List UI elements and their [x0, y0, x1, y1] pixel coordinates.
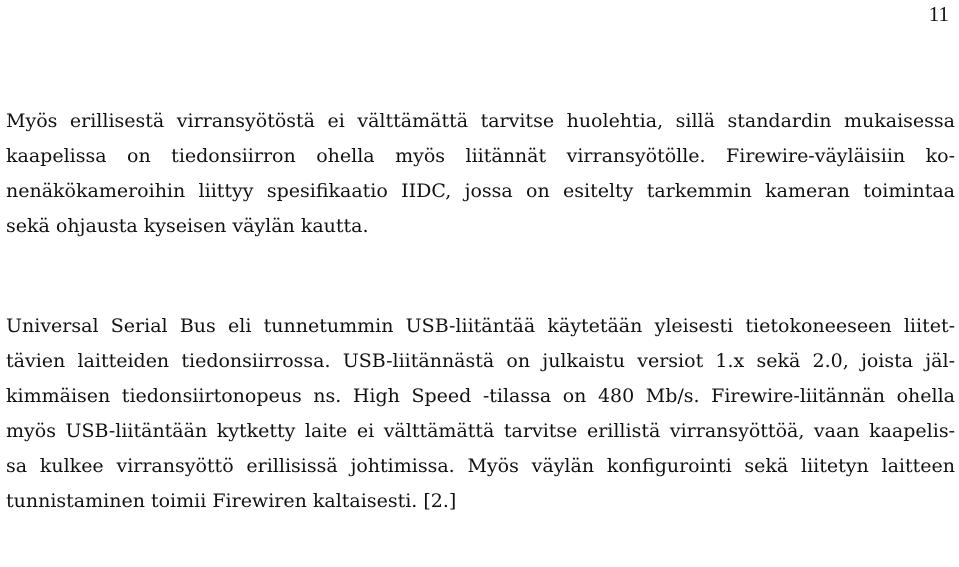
- paragraph-usb: [6, 309, 955, 519]
- text-line: nenäkökameroihin liittyy spesifikaatio IIDC, jossa on esitelty tarkemmin kameran toimintaa: [6, 180, 955, 202]
- text-line: kaapelissa on tiedonsiirron ohella myös liitännät virransyötölle. Firewire-väyläisiin ko-: [6, 145, 955, 167]
- text-line: sekä ohjausta kyseisen väylän kautta.: [6, 215, 369, 237]
- text-line: sa kulkee virransyöttö erillisissä johtimissa. Myös väylän konfigurointi sekä liitetyn laitteen: [6, 455, 955, 477]
- text-line: Universal Serial Bus eli tunnetummin USB-liitäntää käytetään yleisesti tietokoneeseen liitet-: [6, 315, 955, 337]
- text-line: myös USB-liitäntään kytketty laite ei välttämättä tarvitse erillistä virransyöttöä, vaan kaapelis-: [6, 420, 955, 442]
- text-line: Myös erillisestä virransyötöstä ei välttämättä tarvitse huolehtia, sillä standardin mukaisessa: [6, 110, 955, 132]
- page-number: 11: [928, 2, 949, 26]
- text-line: tunnistaminen toimii Firewiren kaltaisesti. [2.]: [6, 490, 457, 512]
- text-line: kimmäisen tiedonsiirtonopeus ns. High Speed -tilassa on 480 Mb/s. Firewire-liitännän ohella: [6, 385, 955, 407]
- paragraph-power-supply: [6, 104, 955, 244]
- text-line: tävien laitteiden tiedonsiirrossa. USB-liitännästä on julkaistu versiot 1.x sekä 2.0, joista jäl-: [6, 350, 955, 372]
